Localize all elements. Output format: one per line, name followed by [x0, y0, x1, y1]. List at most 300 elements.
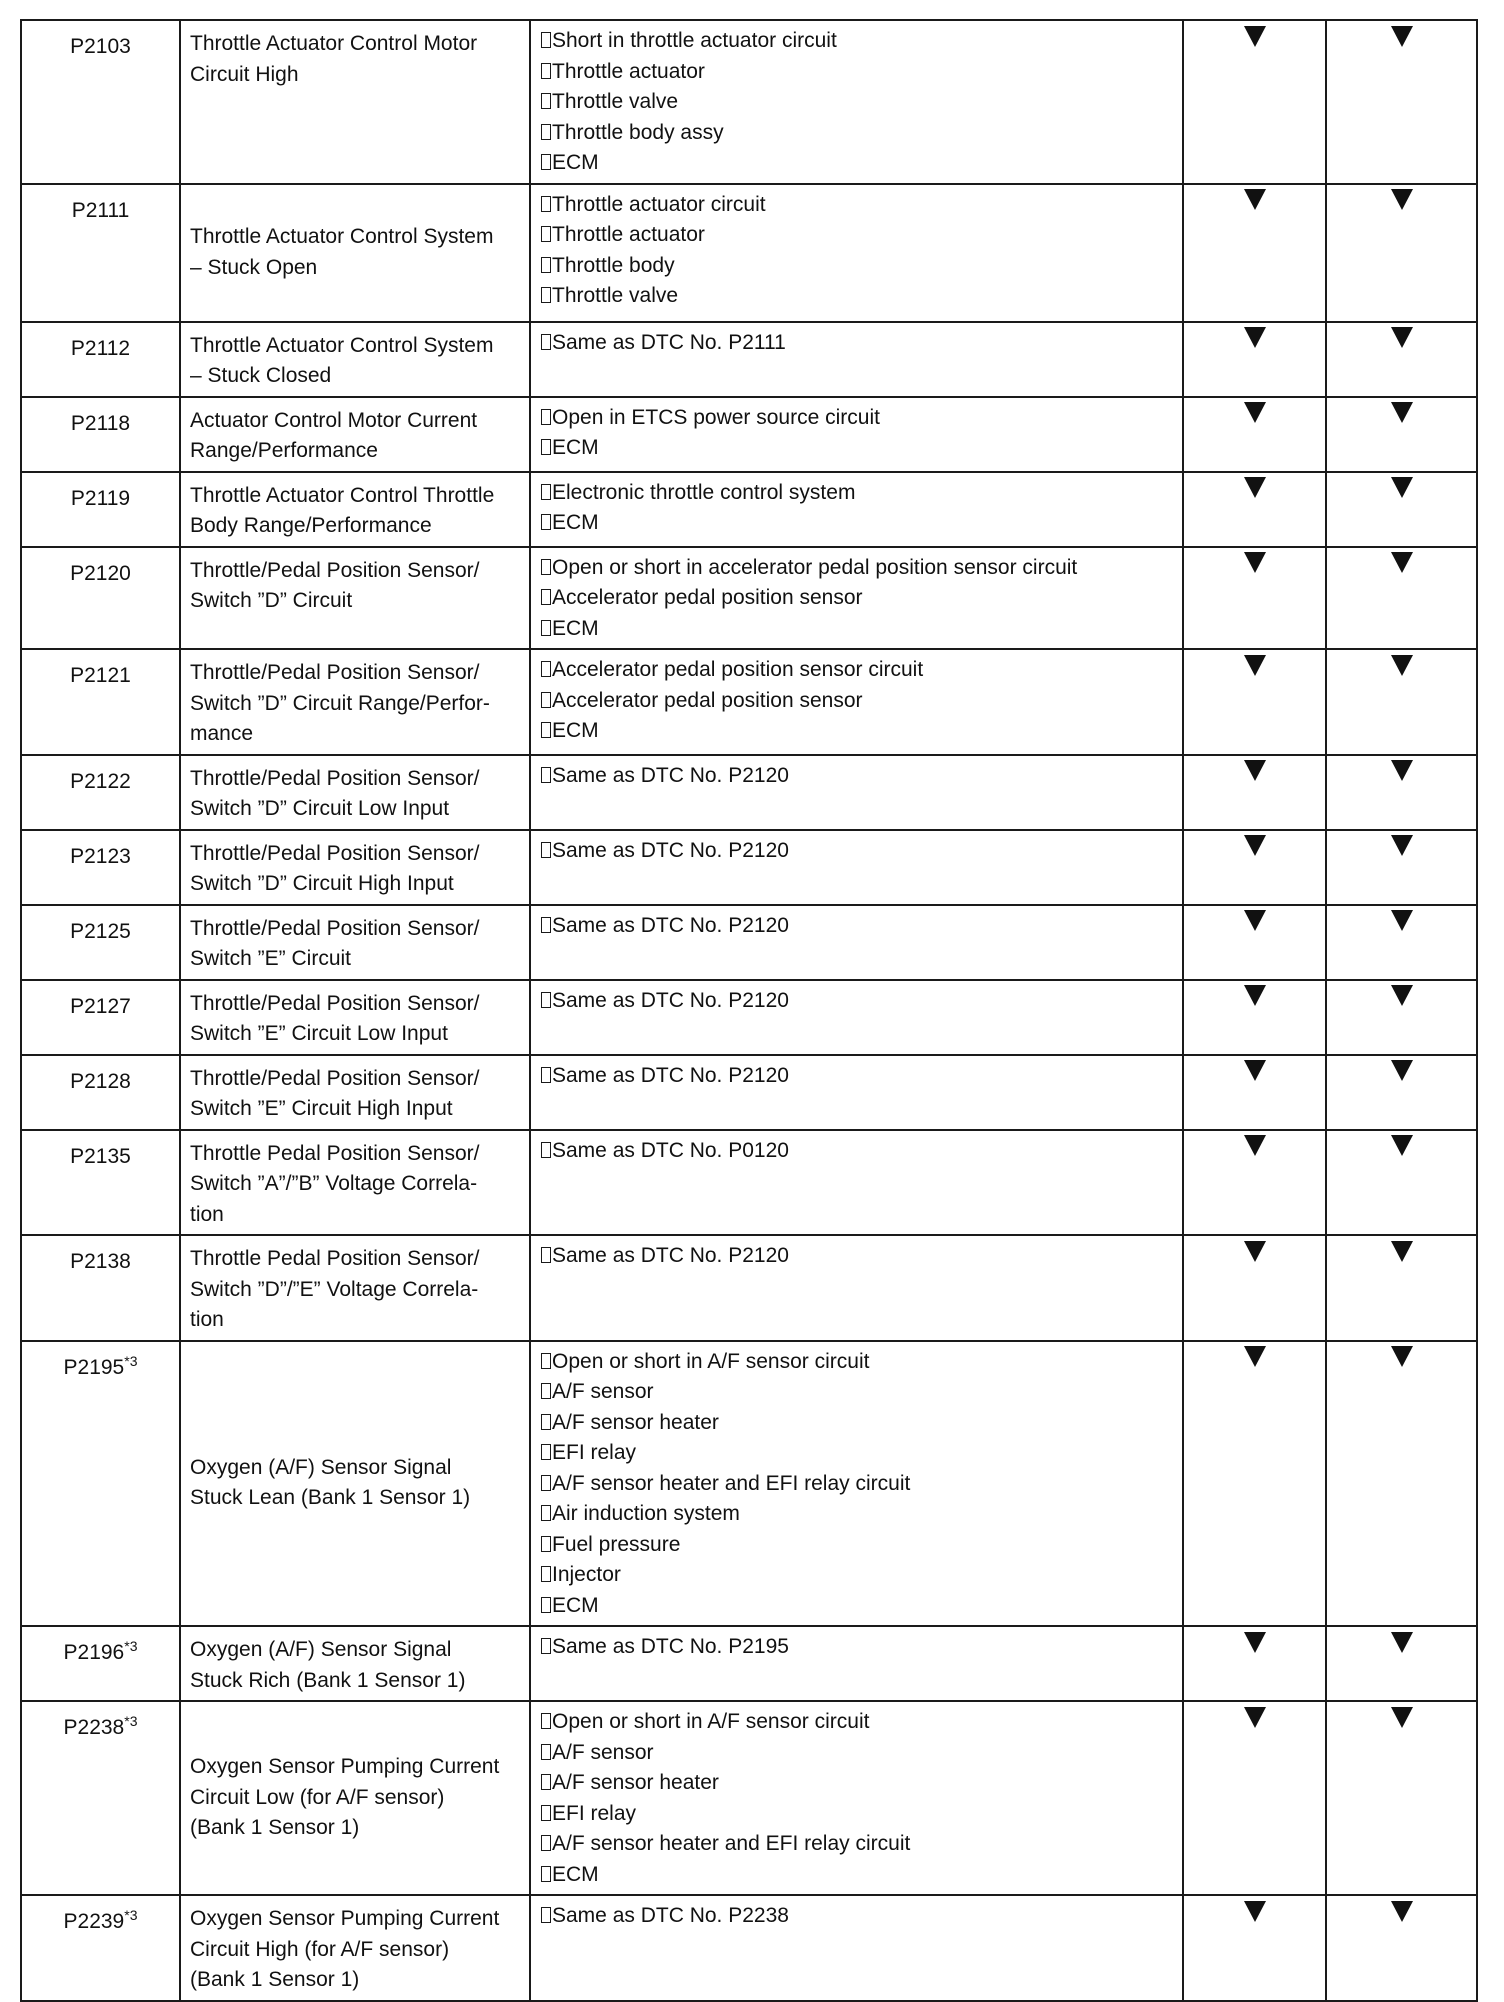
bullet-square-icon [541, 1638, 551, 1654]
dtc-code-cell [21, 184, 180, 322]
trouble-area-text: ECM [552, 151, 599, 174]
dtc-description-line: Oxygen Sensor Pumping Current [190, 1755, 500, 1779]
mil-marker-cell [1183, 547, 1326, 650]
down-triangle-icon [1244, 1632, 1266, 1653]
dtc-code: P2111 [71, 198, 130, 222]
trouble-area-text: Open in ETCS power source circuit [552, 405, 880, 429]
trouble-area-cell [530, 830, 1183, 905]
trouble-area-item [541, 1136, 1176, 1167]
dtc-description-line: Throttle/Pedal Position Sensor/ [190, 841, 480, 865]
trouble-area-text: Fuel pressure [552, 1532, 681, 1556]
table-row [21, 1235, 1477, 1341]
bullet-square-icon [541, 1067, 551, 1083]
dtc-code: P2119 [70, 486, 131, 510]
dtc-description-cell [180, 1235, 530, 1341]
mil-marker-cell [1183, 980, 1326, 1055]
trouble-area-text: Open or short in accelerator pedal position sensor circuit [552, 555, 1078, 579]
dtc-description-cell [180, 755, 530, 830]
dtc-description-line: Switch ”D” Circuit [190, 589, 353, 612]
down-triangle-icon [1244, 402, 1266, 423]
dtc-description-line: Throttle/Pedal Position Sensor/ [190, 916, 480, 940]
down-triangle-icon [1391, 1241, 1413, 1262]
dtc-code: P2112 [70, 336, 131, 360]
trouble-area-item [541, 911, 1176, 942]
dtc-code-cell [21, 905, 180, 980]
memory-marker-cell [1326, 830, 1477, 905]
table-row [21, 830, 1477, 905]
dtc-code: P2120 [70, 561, 131, 585]
dtc-description-line: tion [190, 1202, 224, 1226]
bullet-square-icon [541, 559, 551, 575]
down-triangle-icon [1244, 1707, 1266, 1728]
trouble-area-text: Same as DTC No. P2195 [552, 1635, 789, 1658]
memory-marker-cell [1326, 905, 1477, 980]
dtc-description-cell [180, 1895, 530, 2001]
dtc-code: P2195 [63, 1355, 125, 1379]
trouble-area-item [541, 1530, 1176, 1561]
dtc-description-line: Switch ”D” Circuit High Input [190, 872, 454, 895]
trouble-area-item [541, 1860, 1176, 1891]
dtc-description-cell [180, 1341, 530, 1627]
down-triangle-icon [1391, 26, 1413, 47]
trouble-area-cell [530, 649, 1183, 755]
bullet-square-icon [541, 1597, 551, 1613]
trouble-area-text: Open or short in A/F sensor circuit [552, 1349, 870, 1373]
bullet-square-icon [541, 1835, 551, 1851]
dtc-description-line: Stuck Rich (Bank 1 Sensor 1) [190, 1668, 466, 1692]
mil-marker-cell [1183, 649, 1326, 755]
dtc-description-cell [180, 472, 530, 547]
dtc-code-cell [21, 1055, 180, 1130]
down-triangle-icon [1391, 477, 1413, 498]
trouble-area-text: Electronic throttle control system [552, 480, 856, 504]
dtc-footnote-mark: *3 [124, 1713, 138, 1729]
down-triangle-icon [1391, 1707, 1413, 1728]
trouble-area-text: Same as DTC No. P2111 [552, 330, 786, 354]
bullet-square-icon [541, 1713, 551, 1729]
trouble-area-item [541, 328, 1176, 359]
trouble-area-item [541, 433, 1176, 464]
dtc-description-line: Throttle/Pedal Position Sensor/ [190, 558, 480, 582]
bullet-square-icon [541, 409, 551, 425]
dtc-description-line: (Bank 1 Sensor 1) [190, 1968, 360, 1991]
trouble-area-item [541, 1768, 1176, 1799]
trouble-area-item [541, 26, 1176, 57]
trouble-area-text: A/F sensor [552, 1380, 654, 1403]
mil-marker-cell [1183, 905, 1326, 980]
table-row [21, 755, 1477, 830]
dtc-description-line: Stuck Lean (Bank 1 Sensor 1) [190, 1486, 471, 1510]
down-triangle-icon [1391, 655, 1413, 676]
trouble-area-text: Throttle actuator [552, 59, 705, 83]
table-row [21, 905, 1477, 980]
trouble-area-cell [530, 1055, 1183, 1130]
trouble-area-item [541, 87, 1176, 118]
bullet-square-icon [541, 661, 551, 677]
trouble-area-item [541, 118, 1176, 149]
dtc-description-line: Switch ”E” Circuit Low Input [190, 1022, 448, 1045]
trouble-area-item [541, 251, 1176, 282]
mil-marker-cell [1183, 1130, 1326, 1236]
down-triangle-icon [1391, 835, 1413, 856]
trouble-area-item [541, 553, 1176, 584]
bullet-square-icon [541, 196, 551, 212]
trouble-area-text: Same as DTC No. P2238 [552, 1904, 789, 1927]
bullet-square-icon [541, 589, 551, 605]
trouble-area-item [541, 1560, 1176, 1591]
mil-marker-cell [1183, 755, 1326, 830]
bullet-square-icon [541, 1414, 551, 1430]
dtc-code-cell [21, 649, 180, 755]
mil-marker-cell [1183, 20, 1326, 184]
dtc-description-cell [180, 397, 530, 472]
dtc-description-line: – Stuck Closed [190, 364, 332, 387]
dtc-code-cell [21, 1701, 180, 1895]
trouble-area-item [541, 281, 1176, 312]
trouble-area-cell [530, 20, 1183, 184]
down-triangle-icon [1391, 189, 1413, 210]
table-row [21, 1895, 1477, 2001]
dtc-description-cell [180, 905, 530, 980]
down-triangle-icon [1391, 1060, 1413, 1081]
trouble-area-text: Accelerator pedal position sensor [552, 688, 863, 712]
down-triangle-icon [1244, 189, 1266, 210]
mil-marker-cell [1183, 322, 1326, 397]
dtc-code: P2125 [70, 919, 131, 943]
trouble-area-item [541, 986, 1176, 1017]
memory-marker-cell [1326, 184, 1477, 322]
table-row [21, 1055, 1477, 1130]
memory-marker-cell [1326, 1895, 1477, 2001]
down-triangle-icon [1244, 327, 1266, 348]
bullet-square-icon [541, 1536, 551, 1552]
dtc-description-line: tion [190, 1308, 224, 1331]
trouble-area-text: ECM [552, 616, 599, 640]
memory-marker-cell [1326, 1055, 1477, 1130]
bullet-square-icon [541, 1744, 551, 1760]
dtc-code: P2121 [70, 664, 131, 687]
trouble-area-cell [530, 1895, 1183, 2001]
dtc-footnote-mark: *3 [124, 1352, 138, 1369]
trouble-area-item [541, 1799, 1176, 1830]
trouble-area-item [541, 1438, 1176, 1469]
mil-marker-cell [1183, 472, 1326, 547]
memory-marker-cell [1326, 1341, 1477, 1627]
dtc-code: P2128 [70, 1069, 131, 1093]
trouble-area-item [541, 761, 1176, 792]
trouble-area-item [541, 1469, 1176, 1500]
mil-marker-cell [1183, 1895, 1326, 2001]
dtc-code-cell [21, 980, 180, 1055]
table-row [21, 184, 1477, 322]
dtc-description-line: Circuit Low (for A/F sensor) [190, 1785, 445, 1809]
memory-marker-cell [1326, 1626, 1477, 1701]
trouble-area-item [541, 1241, 1176, 1272]
bullet-square-icon [541, 287, 551, 303]
dtc-description-cell [180, 322, 530, 397]
trouble-area-item [541, 1707, 1176, 1738]
trouble-area-text: Same as DTC No. P2120 [552, 988, 789, 1012]
memory-marker-cell [1326, 1130, 1477, 1236]
dtc-description-line: Throttle Actuator Control Throttle [190, 483, 495, 507]
dtc-description-cell [180, 547, 530, 650]
trouble-area-item [541, 403, 1176, 434]
table-row [21, 1701, 1477, 1895]
dtc-description-cell [180, 1130, 530, 1236]
dtc-description-line: (Bank 1 Sensor 1) [190, 1816, 360, 1840]
trouble-area-cell [530, 1701, 1183, 1895]
down-triangle-icon [1391, 327, 1413, 348]
bullet-square-icon [541, 63, 551, 79]
down-triangle-icon [1244, 552, 1266, 573]
dtc-description-line: Throttle Actuator Control System [190, 333, 494, 357]
down-triangle-icon [1244, 655, 1266, 676]
trouble-area-item [541, 686, 1176, 717]
trouble-area-item [541, 1591, 1176, 1622]
bullet-square-icon [541, 1866, 551, 1882]
trouble-area-cell [530, 322, 1183, 397]
trouble-area-text: ECM [552, 1593, 599, 1617]
mil-marker-cell [1183, 1701, 1326, 1895]
down-triangle-icon [1244, 1346, 1266, 1367]
dtc-footnote-mark: *3 [124, 1907, 138, 1923]
down-triangle-icon [1244, 1901, 1266, 1922]
down-triangle-icon [1244, 26, 1266, 47]
dtc-description-line: Throttle Pedal Position Sensor/ [190, 1247, 480, 1270]
down-triangle-icon [1244, 1060, 1266, 1081]
dtc-description-cell [180, 980, 530, 1055]
trouble-area-item [541, 583, 1176, 614]
trouble-area-text: Same as DTC No. P2120 [552, 763, 789, 787]
dtc-footnote-mark: *3 [124, 1638, 138, 1654]
dtc-code-cell [21, 20, 180, 184]
mil-marker-cell [1183, 1341, 1326, 1627]
bullet-square-icon [541, 439, 551, 455]
trouble-area-item [541, 1377, 1176, 1408]
trouble-area-text: Throttle valve [552, 284, 679, 307]
table-row [21, 547, 1477, 650]
dtc-description-line: – Stuck Open [190, 255, 318, 279]
table-row [21, 649, 1477, 755]
down-triangle-icon [1391, 1135, 1413, 1156]
trouble-area-text: A/F sensor heater [552, 1771, 719, 1794]
dtc-table-body [21, 20, 1477, 2001]
down-triangle-icon [1244, 1135, 1266, 1156]
bullet-square-icon [541, 722, 551, 738]
bullet-square-icon [541, 842, 551, 858]
trouble-area-cell [530, 1341, 1183, 1627]
trouble-area-text: ECM [552, 1862, 599, 1886]
dtc-code: P2239 [63, 1910, 125, 1933]
dtc-description-line: Body Range/Performance [190, 514, 432, 537]
trouble-area-item [541, 220, 1176, 251]
trouble-area-cell [530, 184, 1183, 322]
dtc-description-line: Circuit High [190, 62, 299, 86]
memory-marker-cell [1326, 1235, 1477, 1341]
dtc-code-cell [21, 397, 180, 472]
bullet-square-icon [541, 1774, 551, 1790]
trouble-area-item [541, 190, 1176, 221]
dtc-description-line: Switch ”E” Circuit [190, 947, 352, 970]
trouble-area-item [541, 57, 1176, 88]
dtc-description-line: mance [190, 722, 254, 745]
dtc-description-line: Switch ”D” Circuit Low Input [190, 797, 450, 820]
bullet-square-icon [541, 1475, 551, 1491]
trouble-area-text: Open or short in A/F sensor circuit [552, 1710, 870, 1733]
trouble-area-text: Injector [552, 1563, 621, 1586]
dtc-table [20, 19, 1478, 2002]
trouble-area-item [541, 614, 1176, 645]
down-triangle-icon [1391, 1901, 1413, 1922]
dtc-code: P2123 [70, 844, 131, 868]
dtc-code-cell [21, 547, 180, 650]
bullet-square-icon [541, 154, 551, 170]
memory-marker-cell [1326, 547, 1477, 650]
down-triangle-icon [1391, 760, 1413, 781]
bullet-square-icon [541, 692, 551, 708]
bullet-square-icon [541, 992, 551, 1008]
bullet-square-icon [541, 1444, 551, 1460]
down-triangle-icon [1391, 1632, 1413, 1653]
bullet-square-icon [541, 226, 551, 242]
trouble-area-cell [530, 1235, 1183, 1341]
dtc-description-cell [180, 184, 530, 322]
trouble-area-text: Same as DTC No. P2120 [552, 1063, 789, 1087]
dtc-code-cell [21, 830, 180, 905]
memory-marker-cell [1326, 20, 1477, 184]
bullet-square-icon [541, 620, 551, 636]
trouble-area-item [541, 148, 1176, 179]
dtc-description-line: Range/Performance [190, 439, 378, 462]
trouble-area-cell [530, 1130, 1183, 1236]
dtc-code-cell [21, 1235, 180, 1341]
trouble-area-text: Accelerator pedal position sensor circuit [552, 658, 924, 681]
dtc-description-cell [180, 830, 530, 905]
trouble-area-text: Throttle actuator [552, 223, 705, 246]
trouble-area-text: Same as DTC No. P2120 [552, 1244, 789, 1267]
trouble-area-text: EFI relay [552, 1441, 637, 1464]
trouble-area-text: ECM [552, 436, 599, 459]
trouble-area-text: A/F sensor heater and EFI relay circuit [552, 1471, 911, 1495]
mil-marker-cell [1183, 1626, 1326, 1701]
dtc-description-line: Throttle Actuator Control Motor [190, 32, 478, 55]
memory-marker-cell [1326, 322, 1477, 397]
trouble-area-text: ECM [552, 719, 599, 742]
dtc-code-cell [21, 322, 180, 397]
trouble-area-cell [530, 547, 1183, 650]
trouble-area-cell [530, 755, 1183, 830]
trouble-area-cell [530, 1626, 1183, 1701]
bullet-square-icon [541, 1566, 551, 1582]
bullet-square-icon [541, 93, 551, 109]
bullet-square-icon [541, 257, 551, 273]
dtc-code-cell [21, 1626, 180, 1701]
trouble-area-text: Short in throttle actuator circuit [552, 29, 837, 52]
trouble-area-text: Throttle actuator circuit [552, 192, 766, 216]
trouble-area-text: Accelerator pedal position sensor [552, 586, 863, 609]
table-row [21, 322, 1477, 397]
memory-marker-cell [1326, 397, 1477, 472]
bullet-square-icon [541, 767, 551, 783]
trouble-area-item [541, 508, 1176, 539]
memory-marker-cell [1326, 980, 1477, 1055]
trouble-area-text: Same as DTC No. P2120 [552, 838, 789, 862]
table-row [21, 1626, 1477, 1701]
dtc-description-line: Switch ”E” Circuit High Input [190, 1097, 453, 1120]
table-row [21, 397, 1477, 472]
dtc-code-cell [21, 472, 180, 547]
trouble-area-cell [530, 397, 1183, 472]
down-triangle-icon [1244, 985, 1266, 1006]
bullet-square-icon [541, 917, 551, 933]
dtc-code: P2238 [63, 1716, 125, 1739]
bullet-square-icon [541, 1907, 551, 1923]
dtc-description-line: Throttle Actuator Control System [190, 225, 494, 248]
trouble-area-item [541, 1738, 1176, 1769]
mil-marker-cell [1183, 184, 1326, 322]
dtc-description-line: Throttle/Pedal Position Sensor/ [190, 766, 480, 790]
trouble-area-cell [530, 980, 1183, 1055]
trouble-area-text: Throttle valve [552, 90, 679, 113]
trouble-area-text: Throttle body [552, 253, 675, 277]
table-row [21, 20, 1477, 184]
dtc-description-cell [180, 20, 530, 184]
bullet-square-icon [541, 1383, 551, 1399]
table-row [21, 472, 1477, 547]
mil-marker-cell [1183, 1235, 1326, 1341]
dtc-code-cell [21, 1895, 180, 2001]
trouble-area-item [541, 1499, 1176, 1530]
memory-marker-cell [1326, 649, 1477, 755]
trouble-area-item [541, 716, 1176, 747]
trouble-area-item [541, 1061, 1176, 1092]
trouble-area-item [541, 836, 1176, 867]
down-triangle-icon [1391, 985, 1413, 1006]
down-triangle-icon [1244, 477, 1266, 498]
bullet-square-icon [541, 1142, 551, 1158]
down-triangle-icon [1244, 835, 1266, 856]
trouble-area-item [541, 1408, 1176, 1439]
down-triangle-icon [1391, 910, 1413, 931]
dtc-code: P2127 [70, 994, 131, 1018]
dtc-code-cell [21, 1130, 180, 1236]
down-triangle-icon [1244, 910, 1266, 931]
dtc-description-line: Oxygen (A/F) Sensor Signal [190, 1455, 452, 1479]
trouble-area-item [541, 478, 1176, 509]
bullet-square-icon [541, 32, 551, 48]
trouble-area-text: Same as DTC No. P2120 [552, 913, 789, 937]
trouble-area-text: A/F sensor heater [552, 1410, 719, 1434]
trouble-area-cell [530, 472, 1183, 547]
mil-marker-cell [1183, 397, 1326, 472]
memory-marker-cell [1326, 755, 1477, 830]
mil-marker-cell [1183, 1055, 1326, 1130]
bullet-square-icon [541, 1805, 551, 1821]
trouble-area-text: Throttle body assy [552, 120, 724, 144]
dtc-description-line: Actuator Control Motor Current [190, 408, 478, 432]
bullet-square-icon [541, 484, 551, 500]
dtc-description-line: Switch ”D” Circuit Range/Perfor- [190, 691, 490, 715]
dtc-description-line: Throttle/Pedal Position Sensor/ [190, 991, 480, 1015]
dtc-description-line: Oxygen Sensor Pumping Current [190, 1907, 500, 1930]
table-row [21, 1341, 1477, 1627]
down-triangle-icon [1391, 552, 1413, 573]
dtc-code: P2103 [70, 35, 131, 58]
trouble-area-item [541, 655, 1176, 686]
dtc-code: P2122 [70, 769, 131, 793]
memory-marker-cell [1326, 472, 1477, 547]
dtc-code: P2118 [70, 411, 131, 435]
